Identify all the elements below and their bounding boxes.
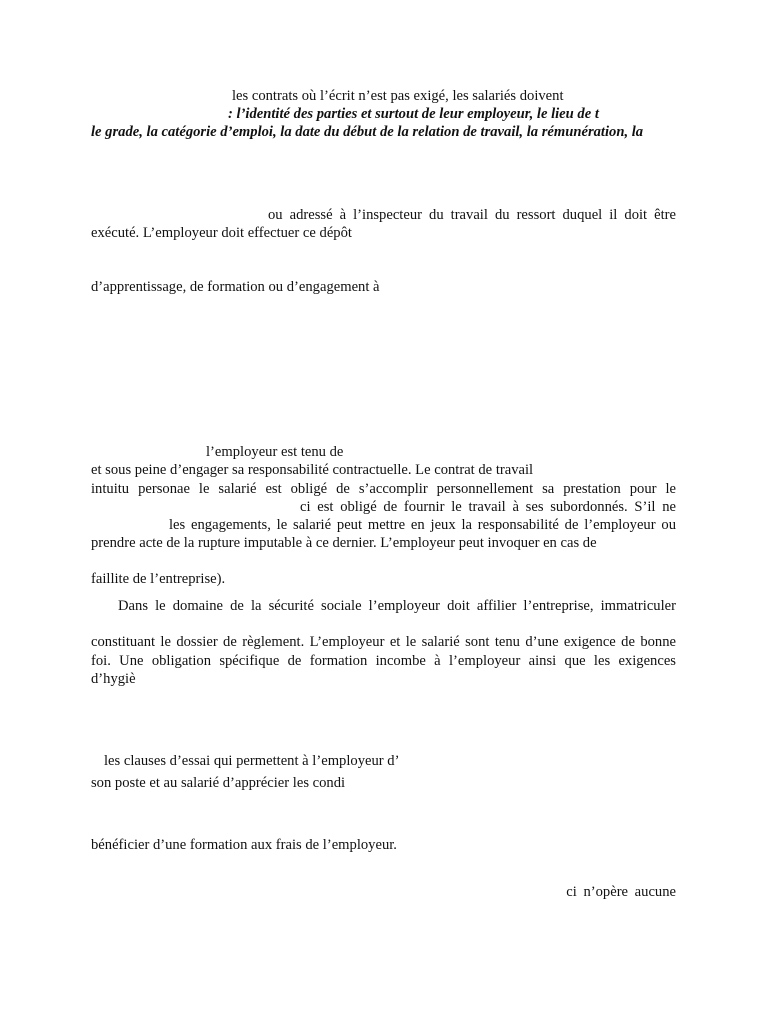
text-line: les clauses d’essai qui permettent à l’employeur d’	[104, 753, 400, 769]
text-line: et sous peine d’engager sa responsabilité contractuelle. Le contrat de travail	[91, 462, 534, 478]
text-line: Dans le domaine de la sécurité sociale l’employeur doit affilier l’entreprise, immatriculer	[118, 598, 676, 614]
text-line: faillite de l’entreprise).	[91, 571, 226, 587]
text-line: prendre acte de la rupture imputable à ce dernier. L’employeur peut invoquer en cas de	[91, 535, 597, 551]
text-line: l’employeur est tenu de	[206, 444, 344, 460]
text-line: foi. Une obligation spécifique de formation incombe à l’employeur ainsi que les exigences	[91, 653, 676, 669]
text-line: bénéficier d’une formation aux frais de l’employeur.	[91, 837, 397, 853]
text-line: ci n’opère aucune	[566, 884, 676, 900]
text-line: les engagements, le salarié peut mettre en jeux la responsabilité de l’employeur ou	[169, 517, 676, 533]
text-line: ou adressé à l’inspecteur du travail du ressort duquel il doit être	[268, 207, 676, 223]
text-line: d’apprentissage, de formation ou d’engagement à	[91, 279, 380, 295]
text-line-bold-italic: le grade, la catégorie d’emploi, la date du début de la relation de travail, la rémunération, la	[91, 124, 644, 140]
text-line: son poste et au salarié d’apprécier les condi	[91, 775, 346, 791]
text-line: intuitu personae le salarié est obligé de s’accomplir personnellement sa prestation pour le	[91, 481, 676, 497]
text-line: ci est obligé de fournir le travail à ses subordonnés. S’il ne	[300, 499, 676, 515]
text-line: d’hygiè	[91, 671, 136, 687]
text-line: constituant le dossier de règlement. L’employeur et le salarié sont tenu d’une exigence de bonne	[91, 634, 676, 650]
text-line: exécuté. L’employeur doit effectuer ce dépôt	[91, 225, 352, 241]
text-line-bold-italic: : l’identité des parties et surtout de leur employeur, le lieu de t	[228, 106, 599, 122]
text-line: les contrats où l’écrit n’est pas exigé, les salariés doivent	[232, 88, 564, 104]
